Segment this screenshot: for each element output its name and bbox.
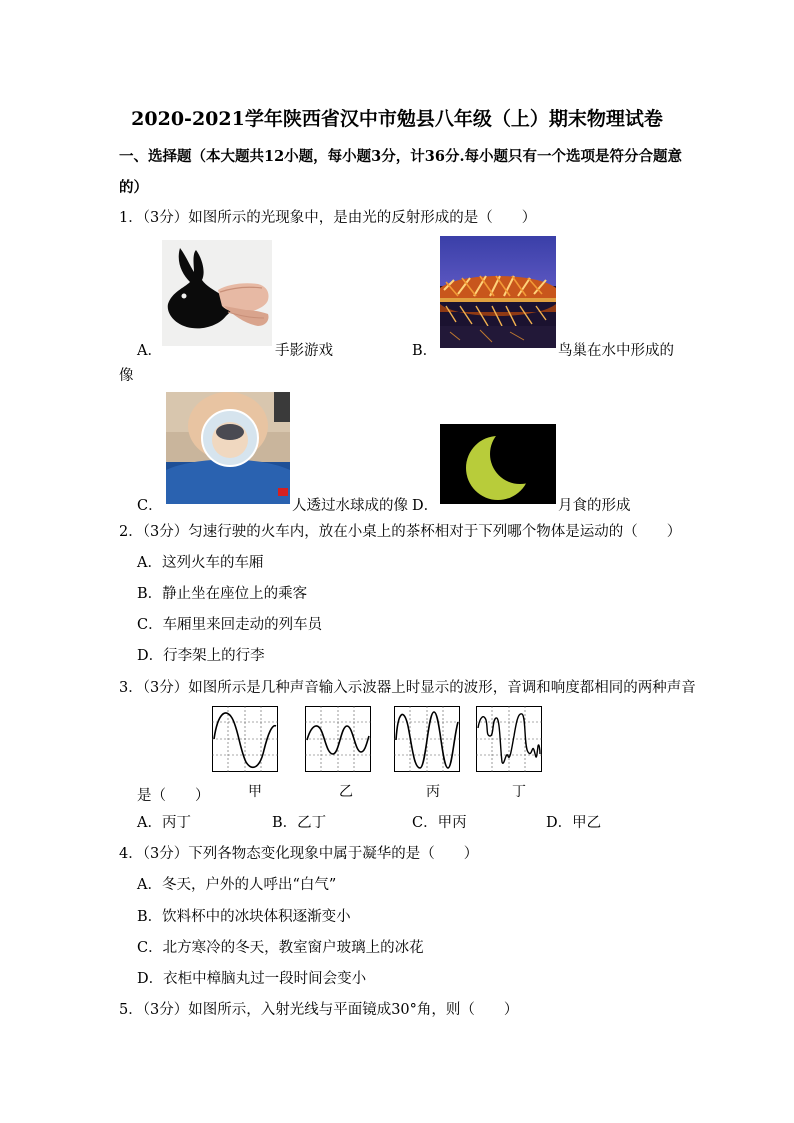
waveform-yi	[305, 706, 371, 772]
eclipse-image	[440, 424, 556, 504]
q3-stem: 3．（3分）如图所示是几种声音输入示波器上时显示的波形，音调和响度都相同的两种声音	[119, 680, 696, 696]
q3-option: B．乙丁	[272, 815, 327, 831]
q2-option: C．车厢里来回走动的列车员	[137, 617, 323, 633]
q1-option-d-letter: D．	[412, 498, 439, 514]
waveform-ding	[476, 706, 542, 772]
q4-option: B．饮料杯中的冰块体积逐渐变小	[137, 909, 351, 925]
page-title: 2020-2021学年陕西省汉中市勉县八年级（上）期末物理试卷	[131, 108, 663, 130]
section-heading: 一、选择题（本大题共12小题，每小题3分，计36分.每小题只有一个选项是符分合题意	[119, 148, 682, 165]
q1-option-c-letter: C．	[137, 498, 163, 514]
q1-option-c-text: 人透过水球成的像	[292, 498, 408, 514]
birds-nest-reflection-image	[440, 236, 556, 348]
waveform-label-jia: 甲	[248, 784, 262, 800]
q3-option: D．甲乙	[546, 815, 602, 831]
q4-option: D．衣柜中樟脑丸过一段时间会变小	[137, 971, 367, 987]
q4-stem: 4．（3分）下列各物态变化现象中属于凝华的是（ ）	[119, 846, 479, 862]
q1-option-d-text: 月食的形成	[558, 498, 631, 514]
q2-option: D．行李架上的行李	[137, 648, 265, 664]
q2-option: B．静止坐在座位上的乘客	[137, 586, 308, 602]
q2-option: A．这列火车的车厢	[137, 555, 264, 571]
section-heading-cont: 的）	[119, 179, 148, 196]
water-ball-image	[166, 392, 290, 504]
q1-option-b-letter: B．	[412, 343, 438, 359]
q3-stem-cont: 是（ ）	[137, 788, 210, 804]
q4-option: C．北方寒冷的冬天，教室窗户玻璃上的冰花	[137, 940, 424, 956]
q3-option: A．丙丁	[137, 815, 191, 831]
waveform-label-yi: 乙	[339, 784, 353, 800]
q1-stem: 1．（3分）如图所示的光现象中，是由光的反射形成的是（ ）	[119, 210, 537, 226]
q1-option-b-text-cont: 像	[119, 368, 134, 384]
q1-option-a-text: 手影游戏	[275, 343, 333, 359]
waveform-label-ding: 丁	[512, 784, 526, 800]
waveform-label-bing: 丙	[426, 784, 440, 800]
q2-stem: 2．（3分）匀速行驶的火车内，放在小桌上的茶杯相对于下列哪个物体是运动的（ ）	[119, 524, 682, 540]
waveform-jia	[212, 706, 278, 772]
q5-stem: 5．（3分）如图所示，入射光线与平面镜成30°角，则（ ）	[119, 1002, 519, 1018]
hand-shadow-image	[162, 240, 272, 346]
q4-option: A．冬天，户外的人呼出“白气”	[137, 877, 337, 893]
q1-option-a-letter: A．	[137, 343, 162, 359]
q3-option: C．甲丙	[412, 815, 467, 831]
q1-option-b-text: 鸟巢在水中形成的	[558, 343, 674, 359]
waveform-bing	[394, 706, 460, 772]
